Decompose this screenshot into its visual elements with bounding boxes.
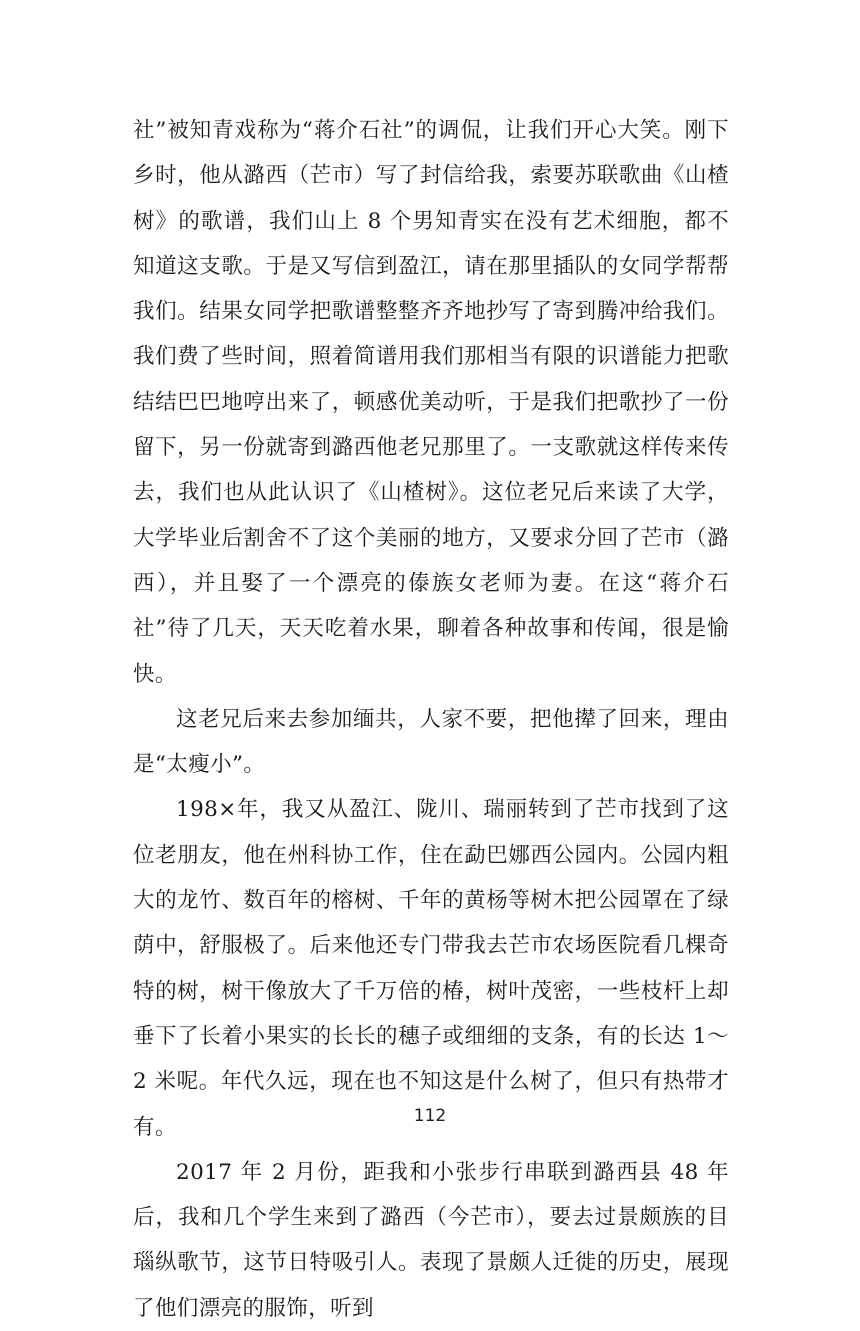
paragraph-3: 198×年，我又从盈江、陇川、瑞丽转到了芒市找到了这位老朋友，他在州科协工作，住在勐巴娜西公园内。公园内粗大的龙竹、数百年的榕树、千年的黄杨等树木把公园罩在了绿荫中，舒服极了。后来他还专门带我去芒市农场医院看几棵奇特的树，树干像放大了千万倍的椿，树叶茂密，一些枝杆上却垂下了长着小果实的长长的穗子或细细的支条，有的长达 1～2 米呢。年代久远，现在也不知这是什么树了，但只有热带才有。 (133, 797, 729, 1140)
page-body (133, 108, 729, 1331)
paragraph-2: 这老兄后来去参加缅共，人家不要，把他撵了回来，理由是“太瘦小”。 (133, 706, 729, 778)
page-number: 112 (413, 1106, 447, 1126)
paragraph-1: 社”被知青戏称为“蒋介石社”的调侃，让我们开心大笑。刚下乡时，他从潞西（芒市）写了封信给我，索要苏联歌曲《山楂树》的歌谱，我们山上 8 个男知青实在没有艺术细胞，都不知道这支歌。于是又写信到盈江，请在那里插队的女同学帮帮我们。结果女同学把歌谱整整齐齐地抄写了寄到腾冲给我们。我们费了些时间，照着简谱用我们那相当有限的识谱能力把歌结结巴巴地哼出来了，顿感优美动听，于是我们把歌抄了一份留下，另一份就寄到潞西他老兄那里了。一支歌就这样传来传去，我们也从此认识了《山楂树》。这位老兄后来读了大学，大学毕业后割舍不了这个美丽的地方，又要求分回了芒市（潞西），并且娶了一个漂亮的傣族女老师为妻。在这“蒋介石社”待了几天，天天吃着水果，聊着各种故事和传闻，很是愉快。 (133, 118, 729, 687)
paragraph-4: 2017 年 2 月份，距我和小张步行串联到潞西县 48 年后，我和几个学生来到了潞西（今芒市），要去过景颇族的目瑙纵歌节，这节日特吸引人。表现了景颇人迁徙的历史，展现了他们漂亮的服饰，听到 (133, 1159, 729, 1321)
